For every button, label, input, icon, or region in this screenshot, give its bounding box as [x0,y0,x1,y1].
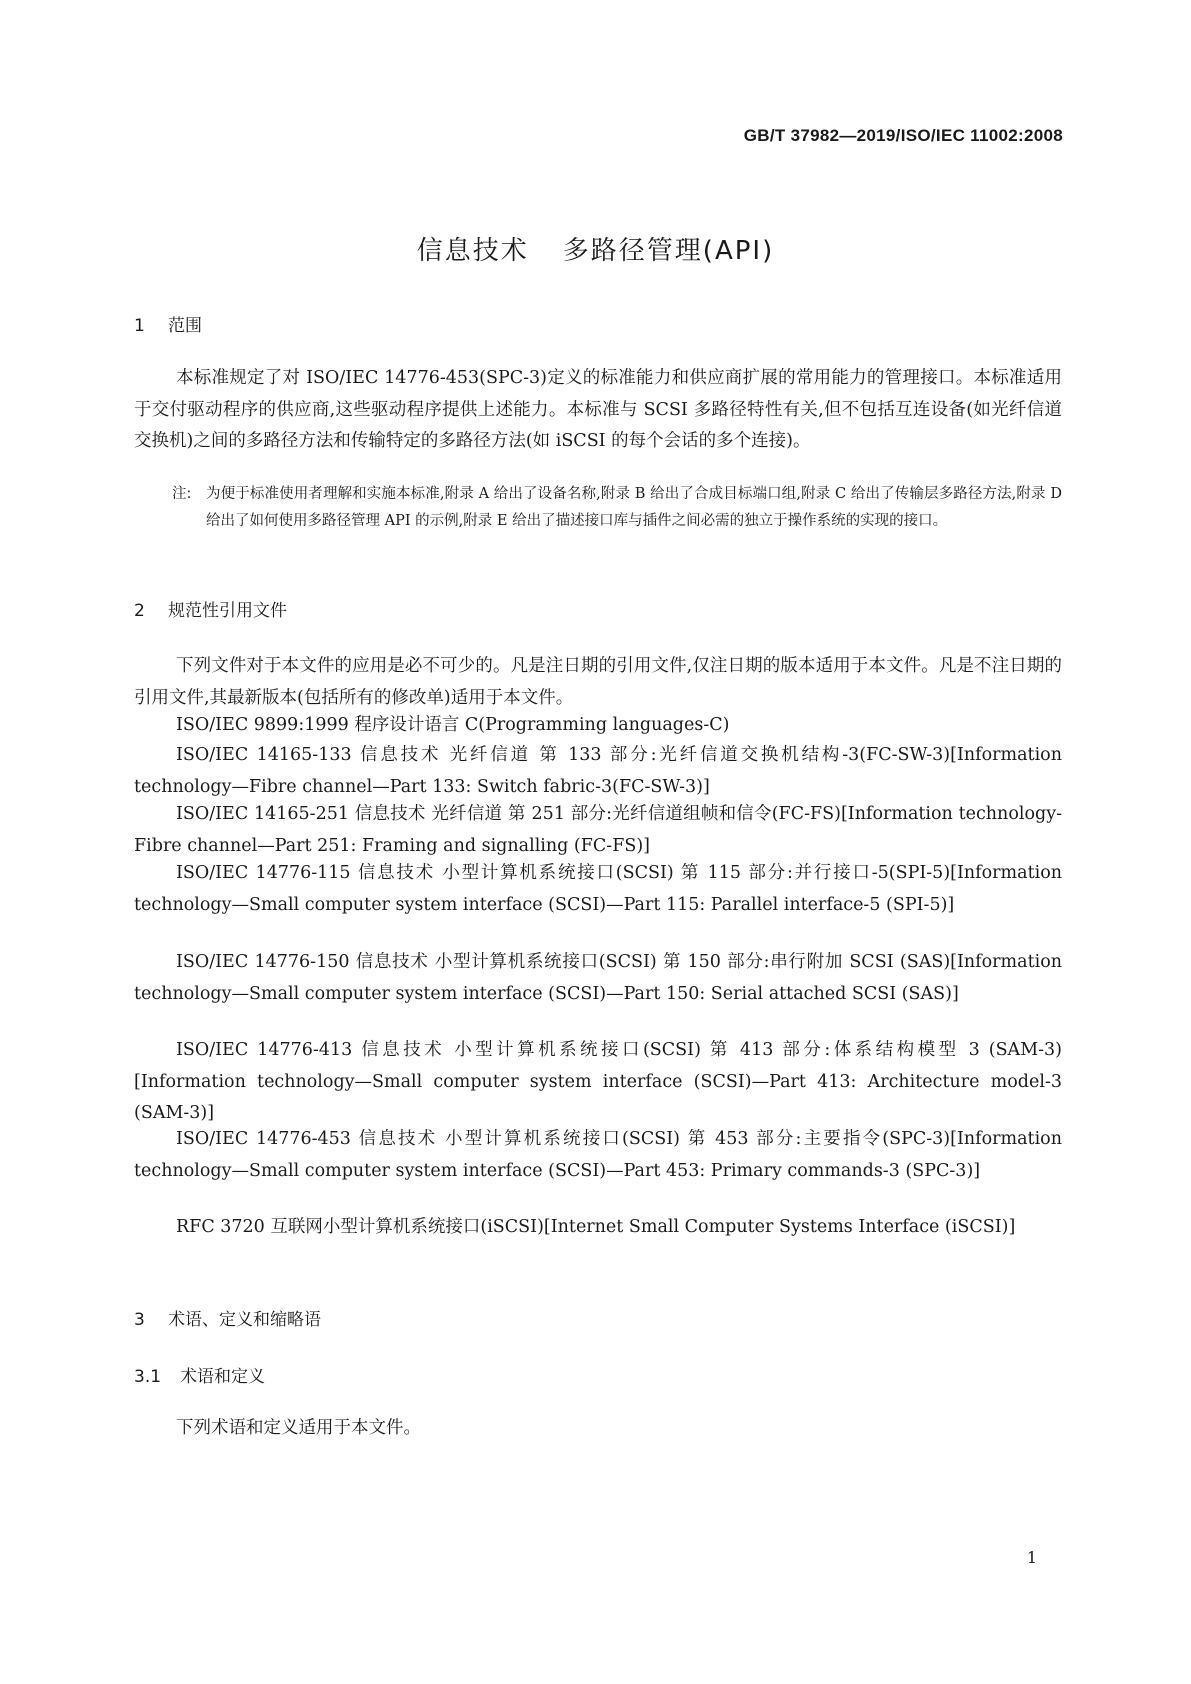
document-title [0,230,1191,267]
standard-code: GB/T 37982—2019/ISO/IEC 11002:2008 [743,126,1063,145]
title-part-1: 信息技术 [416,236,529,266]
reference-item: RFC 3720 互联网小型计算机系统接口(iSCSI)[Internet Small Computer Systems Interface (iSCSI)] [176,1217,1016,1237]
reference-item: ISO/IEC 14776-413 信息技术 小型计算机系统接口(SCSI) 第 413 部分:体系结构模型 3 (SAM-3)[Information technology—Small computer system interface (SCSI)—Part 413: Architecture model-3 (SAM-3)] [134,1040,1062,1123]
section-1-title: 范围 [168,316,202,336]
section-3-title: 术语、定义和缩略语 [168,1310,321,1330]
note-text: 为便于标准使用者理解和实施本标准,附录 A 给出了设备名称,附录 B 给出了合成目标端口组,附录 C 给出了传输层多路径方法,附录 D 给出了如何使用多路径管理 API 的示例,附录 E 给出了描述接口库与插件之间必需的独立于操作系统的实现的接口。 [206,486,1062,529]
reference-item: ISO/IEC 9899:1999 程序设计语言 C(Programming languages-C) [176,715,730,735]
section-2-number: 2 [134,601,145,621]
section-3-1-heading [134,1362,265,1387]
section-1-heading [134,311,202,336]
reference-item: ISO/IEC 14165-133 信息技术 光纤信道 第 133 部分:光纤信道交换机结构-3(FC-SW-3)[Information technology—Fibre channel—Part 133: Switch fabric-3(FC-SW-3)] [134,745,1062,797]
reference-item: ISO/IEC 14776-115 信息技术 小型计算机系统接口(SCSI) 第 115 部分:并行接口-5(SPI-5)[Information technology—Small computer system interface (SCSI)—Part 115: Parallel interface-5 (SPI-5)] [134,863,1062,915]
note-label: 注: [172,486,192,502]
section-3-heading [134,1305,321,1330]
reference-item: ISO/IEC 14776-453 信息技术 小型计算机系统接口(SCSI) 第 453 部分:主要指令(SPC-3)[Information technology—Small computer system interface (SCSI)—Part 453: Primary commands-3 (SPC-3)] [134,1129,1062,1181]
reference-item: ISO/IEC 14776-150 信息技术 小型计算机系统接口(SCSI) 第 150 部分:串行附加 SCSI (SAS)[Information technology—Small computer system interface (SCSI)—Part 150: Serial attached SCSI (SAS)] [134,952,1062,1004]
section-3-1-title: 术语和定义 [180,1367,265,1387]
section-3-number: 3 [134,1310,145,1330]
section-2-title: 规范性引用文件 [168,601,287,621]
page-number: 1 [1026,1548,1037,1567]
section-1-paragraph: 本标准规定了对 ISO/IEC 14776-453(SPC-3)定义的标准能力和供应商扩展的常用能力的管理接口。本标准适用于交付驱动程序的供应商,这些驱动程序提供上述能力。本标准与 SCSI 多路径特性有关,但不包括互连设备(如光纤信道交换机)之间的多路径方法和传输特定的多路径方法(如 iSCSI 的每个会话的多个连接)。 [134,368,1062,451]
section-3-1-paragraph: 下列术语和定义适用于本文件。 [176,1418,421,1438]
title-part-2: 多路径管理(API) [562,236,775,266]
section-2-paragraph: 下列文件对于本文件的应用是必不可少的。凡是注日期的引用文件,仅注日期的版本适用于本文件。凡是不注日期的引用文件,其最新版本(包括所有的修改单)适用于本文件。 [134,656,1062,708]
section-1-number: 1 [134,316,145,336]
section-3-1-number: 3.1 [134,1367,162,1387]
reference-item: ISO/IEC 14165-251 信息技术 光纤信道 第 251 部分:光纤信道组帧和信令(FC-FS)[Information technology-Fibre channel—Part 251: Framing and signalling (FC-FS)] [134,804,1062,856]
section-2-heading [134,596,287,621]
section-1-note [172,481,1062,535]
